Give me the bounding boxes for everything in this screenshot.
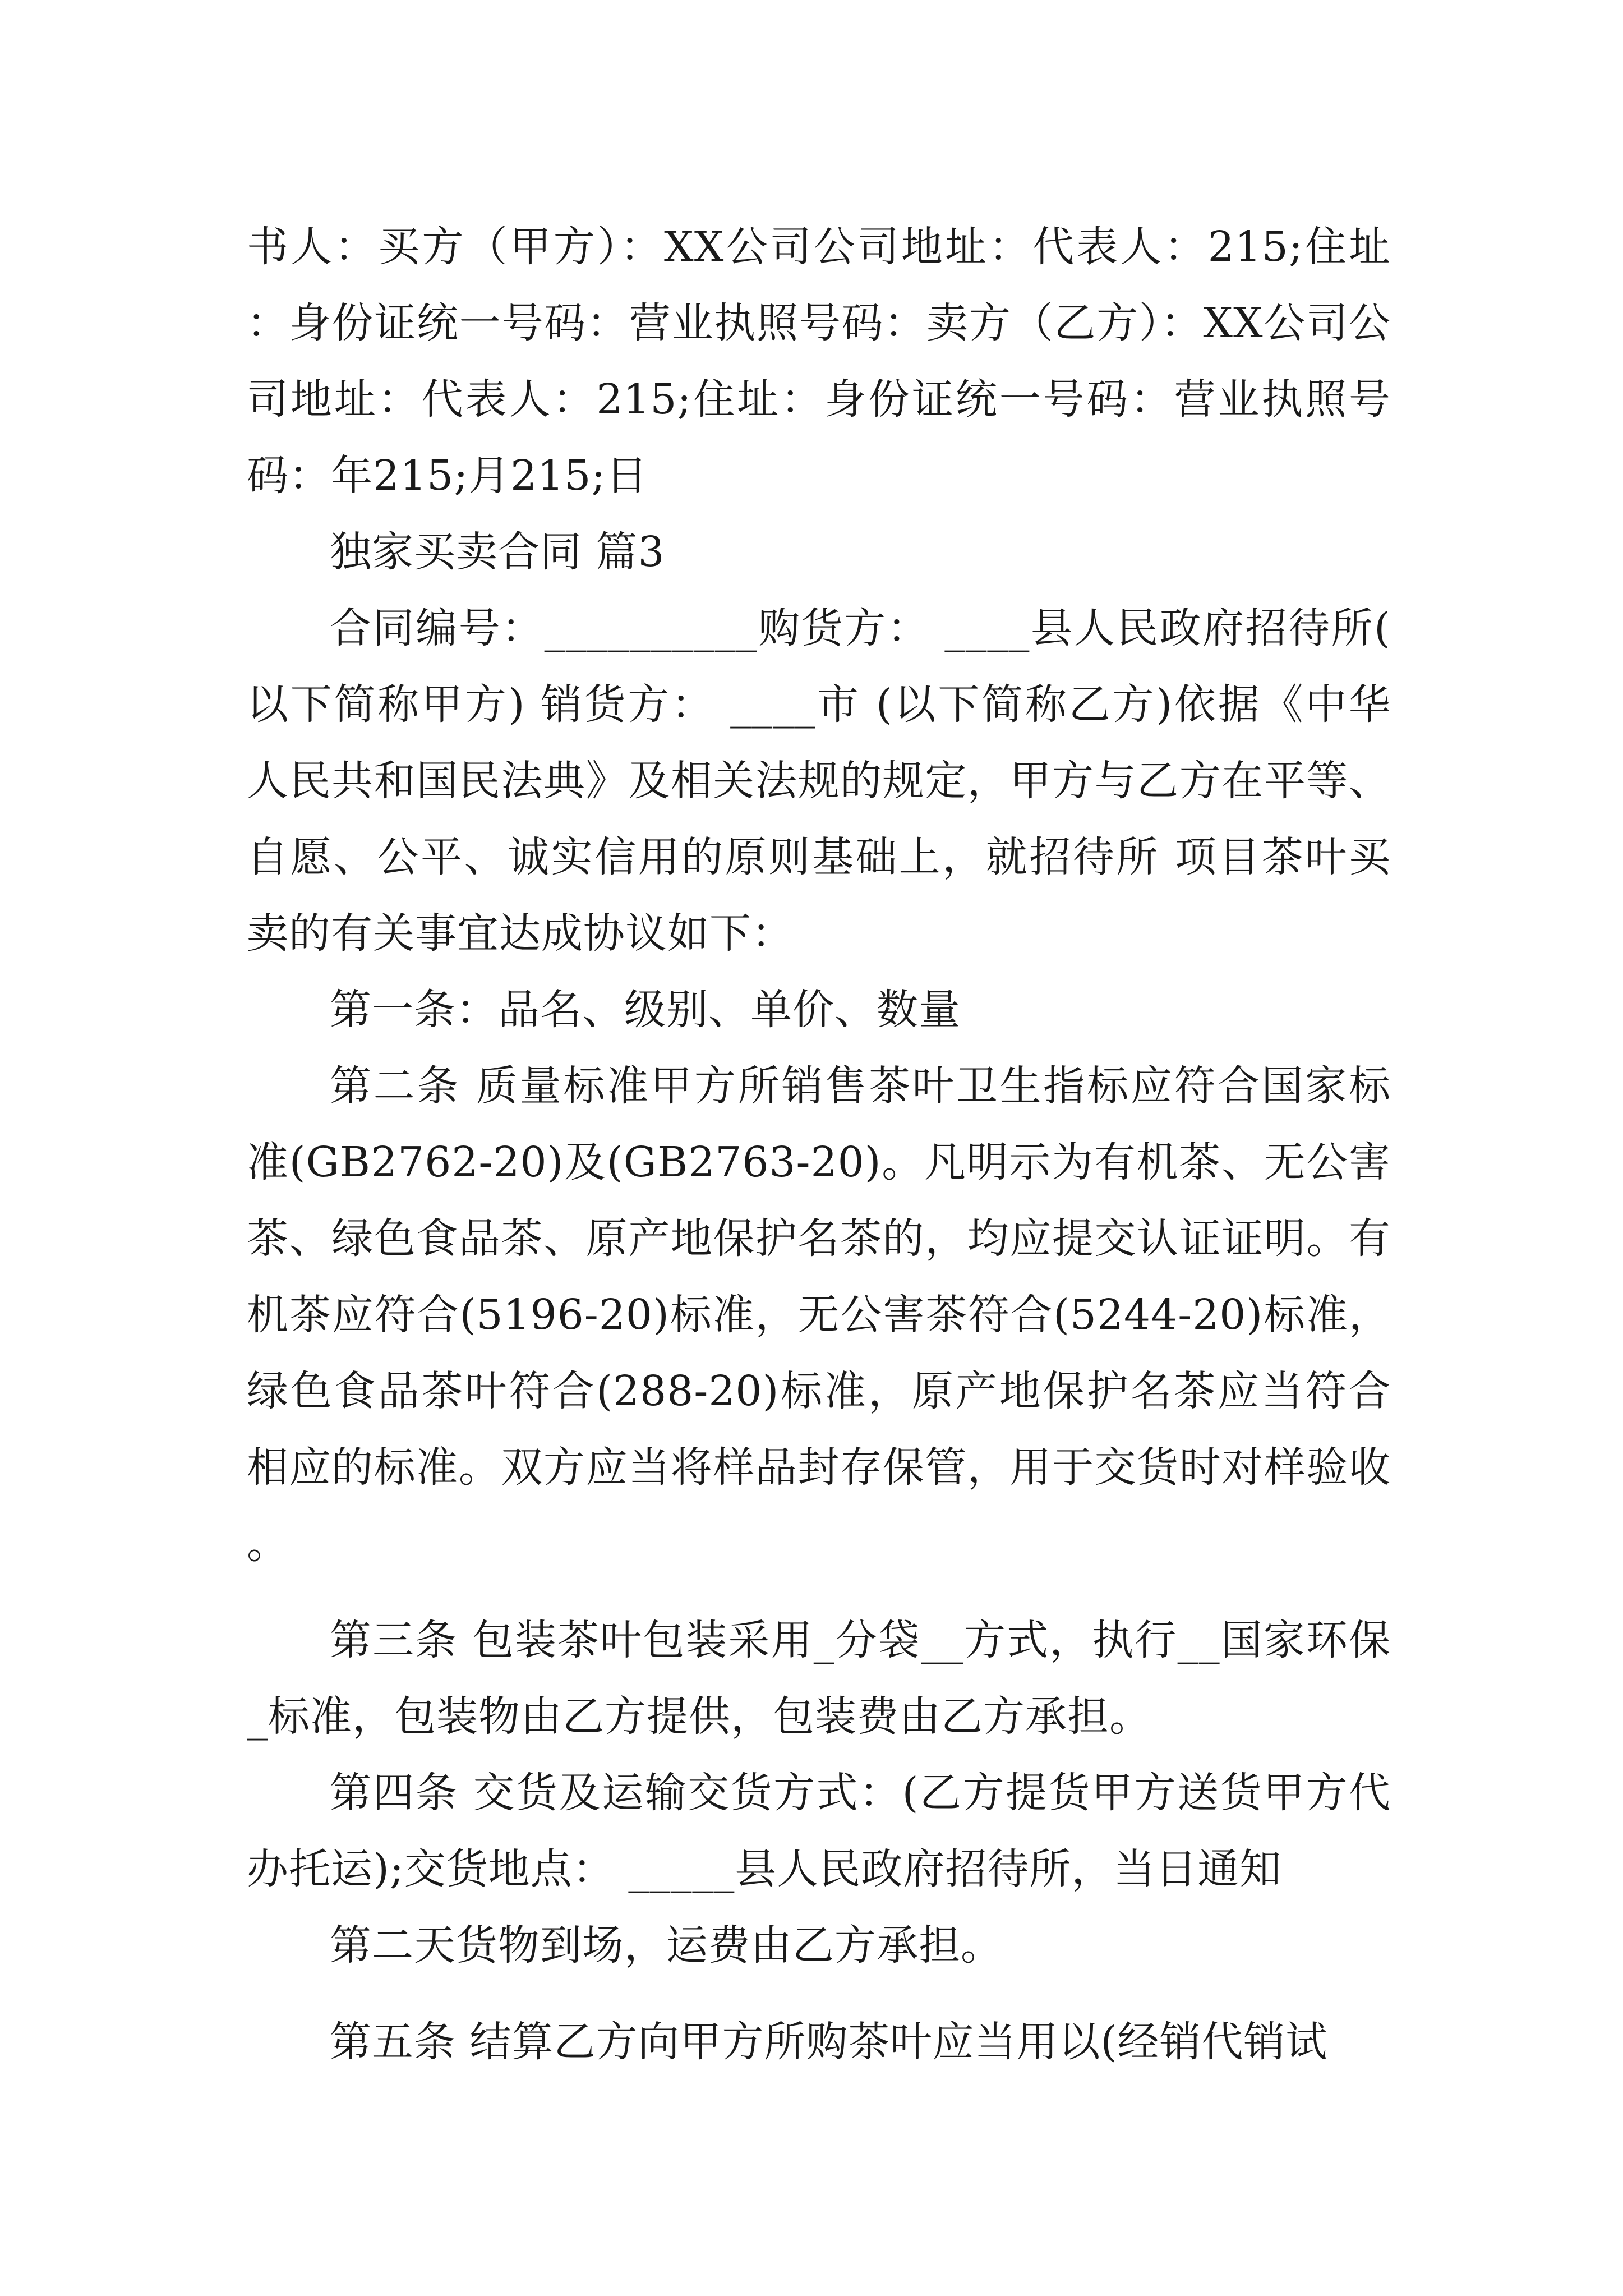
paragraph-article-2: 第二条 质量标准甲方所销售茶叶卫生指标应符合国家标准(GB2762-20)及(GB2763-20)。凡明示为有机茶、无公害茶、绿色食品茶、原产地保护名茶的，均应提交认证证明。有机茶应符合(5196-20)标准，无公害茶符合(5244-20)标准，绿色食品茶叶符合(288-20)标准，原产地保护名茶应当符合相应的标准。双方应当将样品封存保管，用于交货时对样验收。 xyxy=(247,1062,1391,1568)
paragraph-contract-intro: 合同编号：__________购货方： ____县人民政府招待所(以下简称甲方) 销货方： ____市 (以下简称乙方)依据《中华人民共和国民法典》及相关法规的规定，甲方与乙方在平等、自愿、公平、诚实信用的原则基础上，就招待所 项目茶叶买卖的有关事宜达成协议如下： xyxy=(247,604,1391,958)
paragraph-article-3: 第三条 包装茶叶包装采用_分袋__方式，执行__国家环保_标准，包装物由乙方提供，包装费由乙方承担。 xyxy=(247,1616,1391,1741)
paragraph-article-4-continued: 第二天货物到场，运费由乙方承担。 xyxy=(330,1921,1003,1970)
paragraph-article-5: 第五条 结算乙方向甲方所购茶叶应当用以(经销代销试 xyxy=(330,2018,1328,2066)
paragraph-party-info: 书人：买方（甲方）：XX公司公司地址：代表人：215;住址：身份证统一号码：营业执照号码：卖方（乙方）：XX公司公司地址：代表人：215;住址：身份证统一号码：营业执照号码：年215;月215;日 xyxy=(247,223,1391,500)
section-heading: 独家买卖合同 篇3 xyxy=(330,528,665,576)
paragraph-article-1: 第一条：品名、级别、单价、数量 xyxy=(330,986,961,1034)
document-body xyxy=(247,209,1391,2080)
paragraph-article-4: 第四条 交货及运输交货方式：(乙方提货甲方送货甲方代办托运);交货地点： _____县人民政府招待所，当日通知 xyxy=(247,1769,1391,1893)
